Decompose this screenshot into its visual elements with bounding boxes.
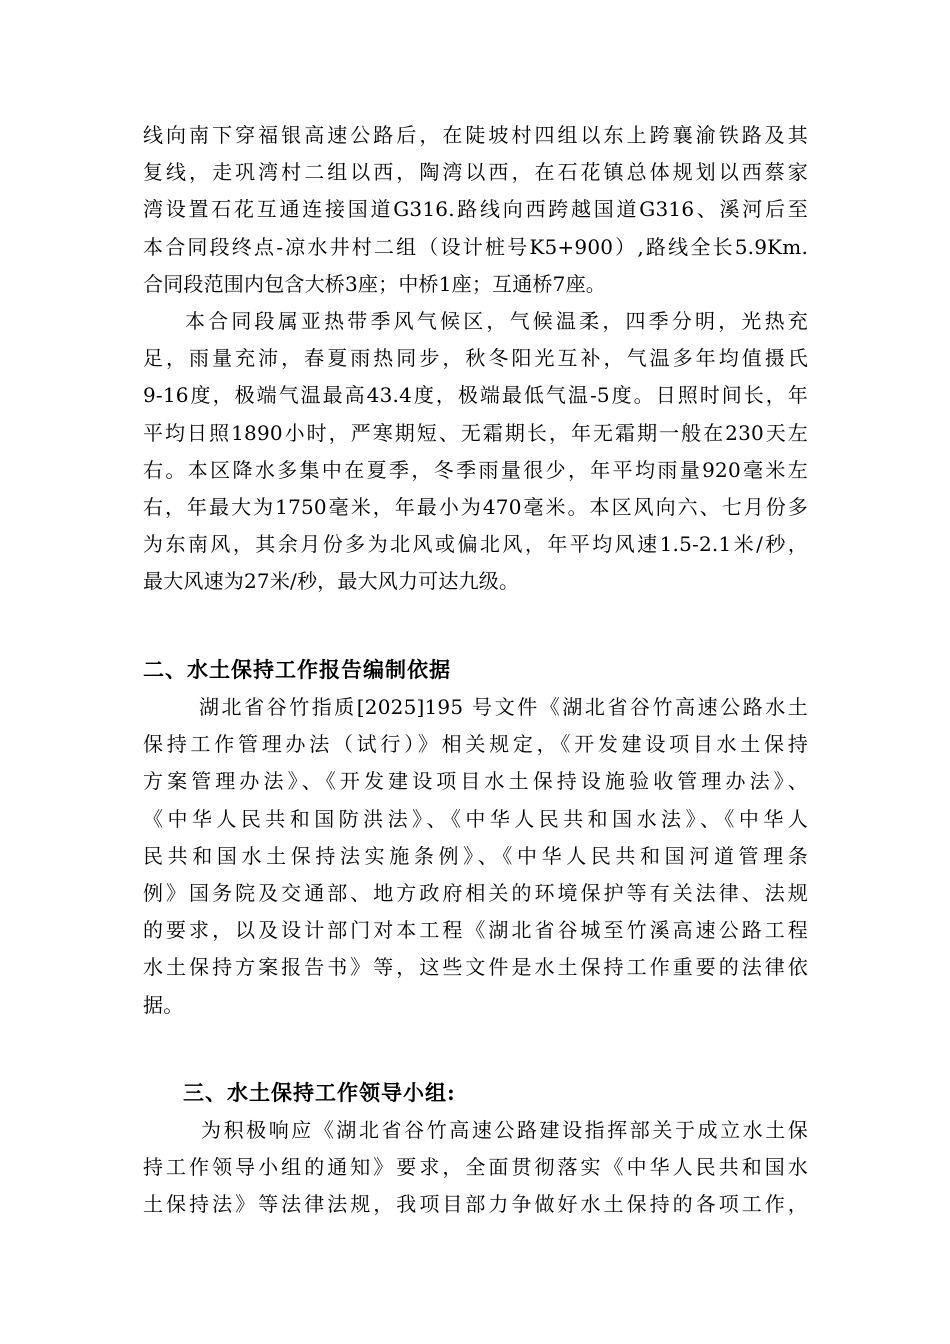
paragraph-line: 的要求，以及设计部门对本工程《湖北省谷城至竹溪高速公路工程 bbox=[143, 918, 808, 943]
paragraph-line: 持工作领导小组的通知》要求，全面贯彻落实《中华人民共和国水 bbox=[143, 1155, 808, 1180]
paragraph-line: 为东南风，其余月份多为北风或偏北风，年平均风速1.5-2.1米/秒， bbox=[143, 532, 808, 557]
compilation-basis-paragraph bbox=[143, 689, 808, 1024]
paragraph-line: 本合同段属亚热带季风气候区，气候温柔，四季分明，光热充 bbox=[185, 309, 808, 333]
paragraph-line: 线向南下穿福银高速公路后，在陡坡村四组以东上跨襄渝铁路及其 bbox=[143, 123, 808, 147]
paragraph-line: 方案管理办法》、《开发建设项目水土保持设施验收管理办法》、 bbox=[143, 769, 808, 794]
leadership-group-paragraph bbox=[143, 1112, 808, 1224]
paragraph-line: 民共和国水土保持法实施条例》、《中华人民共和国河道管理条 bbox=[143, 843, 808, 868]
paragraph-line: 足，雨量充沛，春夏雨热同步，秋冬阳光互补，气温多年均值摄氏 bbox=[143, 346, 808, 371]
paragraph-line: 据。 bbox=[143, 992, 184, 1017]
paragraph-line: 合同段范围内包含大桥3座；中桥1座；互通桥7座。 bbox=[143, 271, 606, 296]
paragraph-line: 《中华人民共和国防洪法》、《中华人民共和国水法》、《中华人 bbox=[143, 806, 808, 831]
section-heading-compilation-basis: 二、水土保持工作报告编制依据 bbox=[143, 657, 451, 682]
paragraph-line: 右。本区降水多集中在夏季，冬季雨量很少，年平均雨量920毫米左 bbox=[143, 457, 808, 482]
paragraph-line: 湾设置石花互通连接国道G316.路线向西跨越国道G316、溪河后至 bbox=[143, 197, 808, 222]
paragraph-line: 土保持法》等法律法规，我项目部力争做好水土保持的各项工作， bbox=[143, 1192, 808, 1217]
paragraph-line: 水土保持方案报告书》等，这些文件是水土保持工作重要的法律依 bbox=[143, 955, 808, 980]
paragraph-line: 为积极响应《湖北省谷竹高速公路建设指挥部关于成立水土保 bbox=[201, 1118, 808, 1142]
paragraph-line: 保持工作管理办法（试行）》相关规定，《开发建设项目水土保持 bbox=[143, 732, 808, 757]
paragraph-line: 平均日照1890小时，严寒期短、无霜期长，年无霜期一般在230天左 bbox=[143, 420, 808, 445]
route-description-paragraph bbox=[143, 117, 808, 303]
paragraph-line: 例》国务院及交通部、地方政府相关的环境保护等有关法律、法规 bbox=[143, 880, 808, 905]
paragraph-line: 复线，走巩湾村二组以西，陶湾以西，在石花镇总体规划以西蔡家 bbox=[143, 160, 808, 185]
paragraph-line: 本合同段终点-凉水井村二组（设计桩号K5+900）,路线全长5.9Km. bbox=[143, 234, 808, 259]
climate-paragraph bbox=[143, 303, 808, 601]
paragraph-line: 9-16度，极端气温最高43.4度，极端最低气温-5度。日照时间长，年 bbox=[143, 383, 808, 408]
paragraph-line: 右，年最大为1750毫米，年最小为470毫米。本区风向六、七月份多 bbox=[143, 494, 808, 519]
paragraph-line: 最大风速为27米/秒，最大风力可达九级。 bbox=[143, 569, 520, 594]
paragraph-line: 湖北省谷竹指质[2025]195 号文件《湖北省谷竹高速公路水土 bbox=[199, 695, 808, 719]
section-heading-leadership-group: 三、水土保持工作领导小组: bbox=[183, 1080, 456, 1105]
